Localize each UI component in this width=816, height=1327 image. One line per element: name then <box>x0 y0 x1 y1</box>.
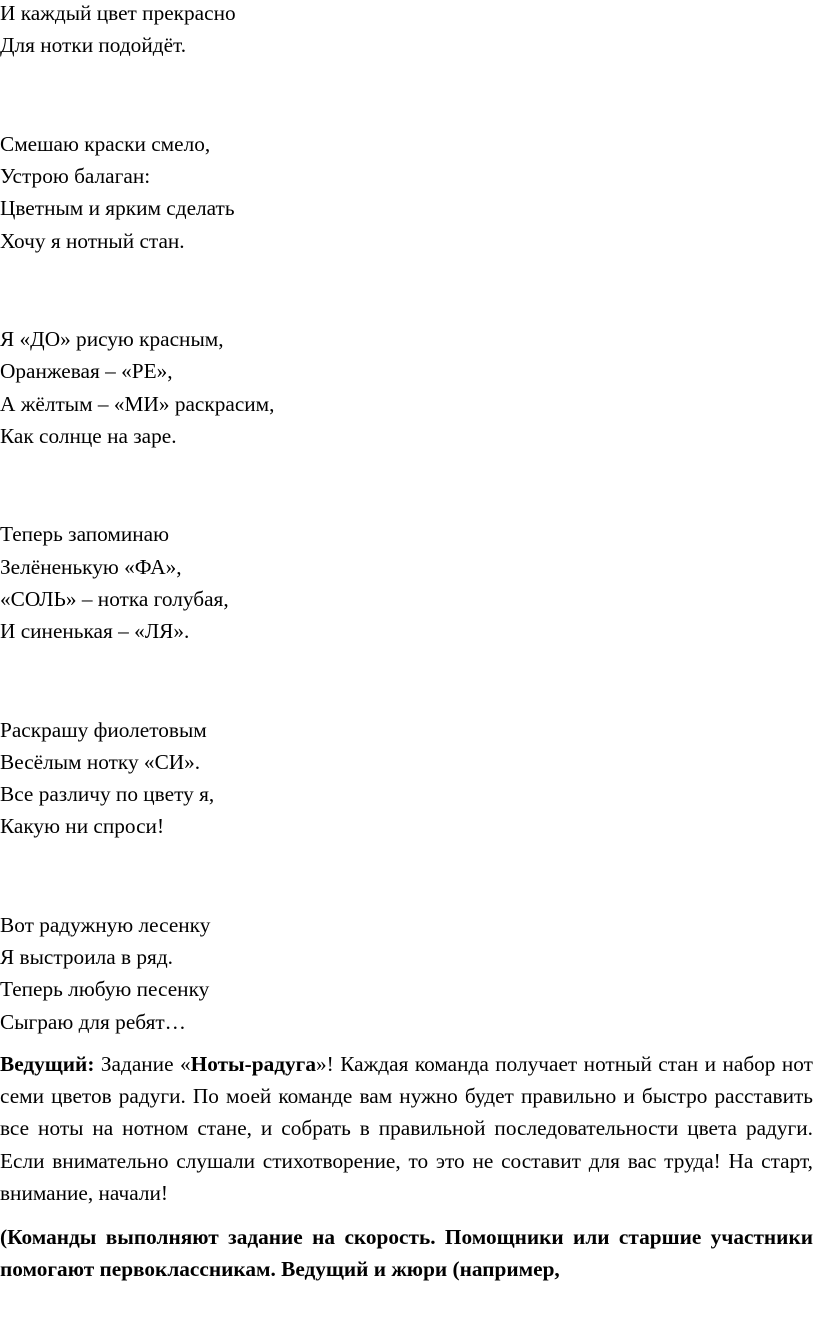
poem-line: Теперь запоминаю <box>0 522 170 547</box>
poem-stanza-3 <box>0 323 816 452</box>
poem-line: Все различу по цвету я, <box>0 782 215 807</box>
poem-stanza-1 <box>0 0 816 62</box>
poem-stanza-2 <box>0 128 816 257</box>
task-prefix: Задание « <box>94 1052 191 1076</box>
poem-line: Смешаю краски смело, <box>0 131 211 156</box>
poem-stanza-6 <box>0 909 816 1038</box>
poem-line: Я «ДО» рисую красным, <box>0 326 224 351</box>
poem-line: А жёлтым – «МИ» раскрасим, <box>0 391 275 416</box>
poem-line: Какую ни спроси! <box>0 814 165 839</box>
poem-line: Цветным и ярким сделать <box>0 196 235 221</box>
task-description: »! Каждая команда получает нотный стан и набор нот семи цветов радуги. По моей команде вам нужно будет правильно и быстро расставить все ноты на нотном стане, и собрать в правильной последовательности цвета радуги. Если внимательно слушали стихотворение, то это не составит для вас труда! На старт, внимание, начали! <box>0 1052 813 1205</box>
poem-line: Оранжевая – «РЕ», <box>0 359 173 384</box>
poem-stanza-5 <box>0 714 816 843</box>
poem-line: Раскрашу фиолетовым <box>0 717 207 742</box>
speaker-label: Ведущий: <box>0 1052 95 1076</box>
poem-line: Хочу я нотный стан. <box>0 228 185 253</box>
poem-line: Для нотки подойдёт. <box>0 33 187 58</box>
poem-line: Вот радужную лесенку <box>0 912 211 937</box>
poem-line: Сыграю для ребят… <box>0 1009 186 1034</box>
poem-line: Теперь любую песенку <box>0 977 210 1002</box>
poem-line: Зелёненькую «ФА», <box>0 554 182 579</box>
host-paragraph <box>0 1048 813 1209</box>
poem-stanza-4 <box>0 518 816 647</box>
task-name: Ноты-радуга <box>190 1052 316 1076</box>
stage-direction: (Команды выполняют задание на скорость. Помощники или старшие участники помогают первоклассникам. Ведущий и жюри (например, <box>0 1225 813 1282</box>
poem-line: Устрою балаган: <box>0 163 151 188</box>
poem-line: «СОЛЬ» – нотка голубая, <box>0 586 229 611</box>
poem-line: Весёлым нотку «СИ». <box>0 749 201 774</box>
poem-line: Как солнце на заре. <box>0 423 177 448</box>
poem-line: И каждый цвет прекрасно <box>0 1 236 25</box>
poem-line: Я выстроила в ряд. <box>0 945 173 970</box>
poem-line: И синенькая – «ЛЯ». <box>0 619 190 644</box>
